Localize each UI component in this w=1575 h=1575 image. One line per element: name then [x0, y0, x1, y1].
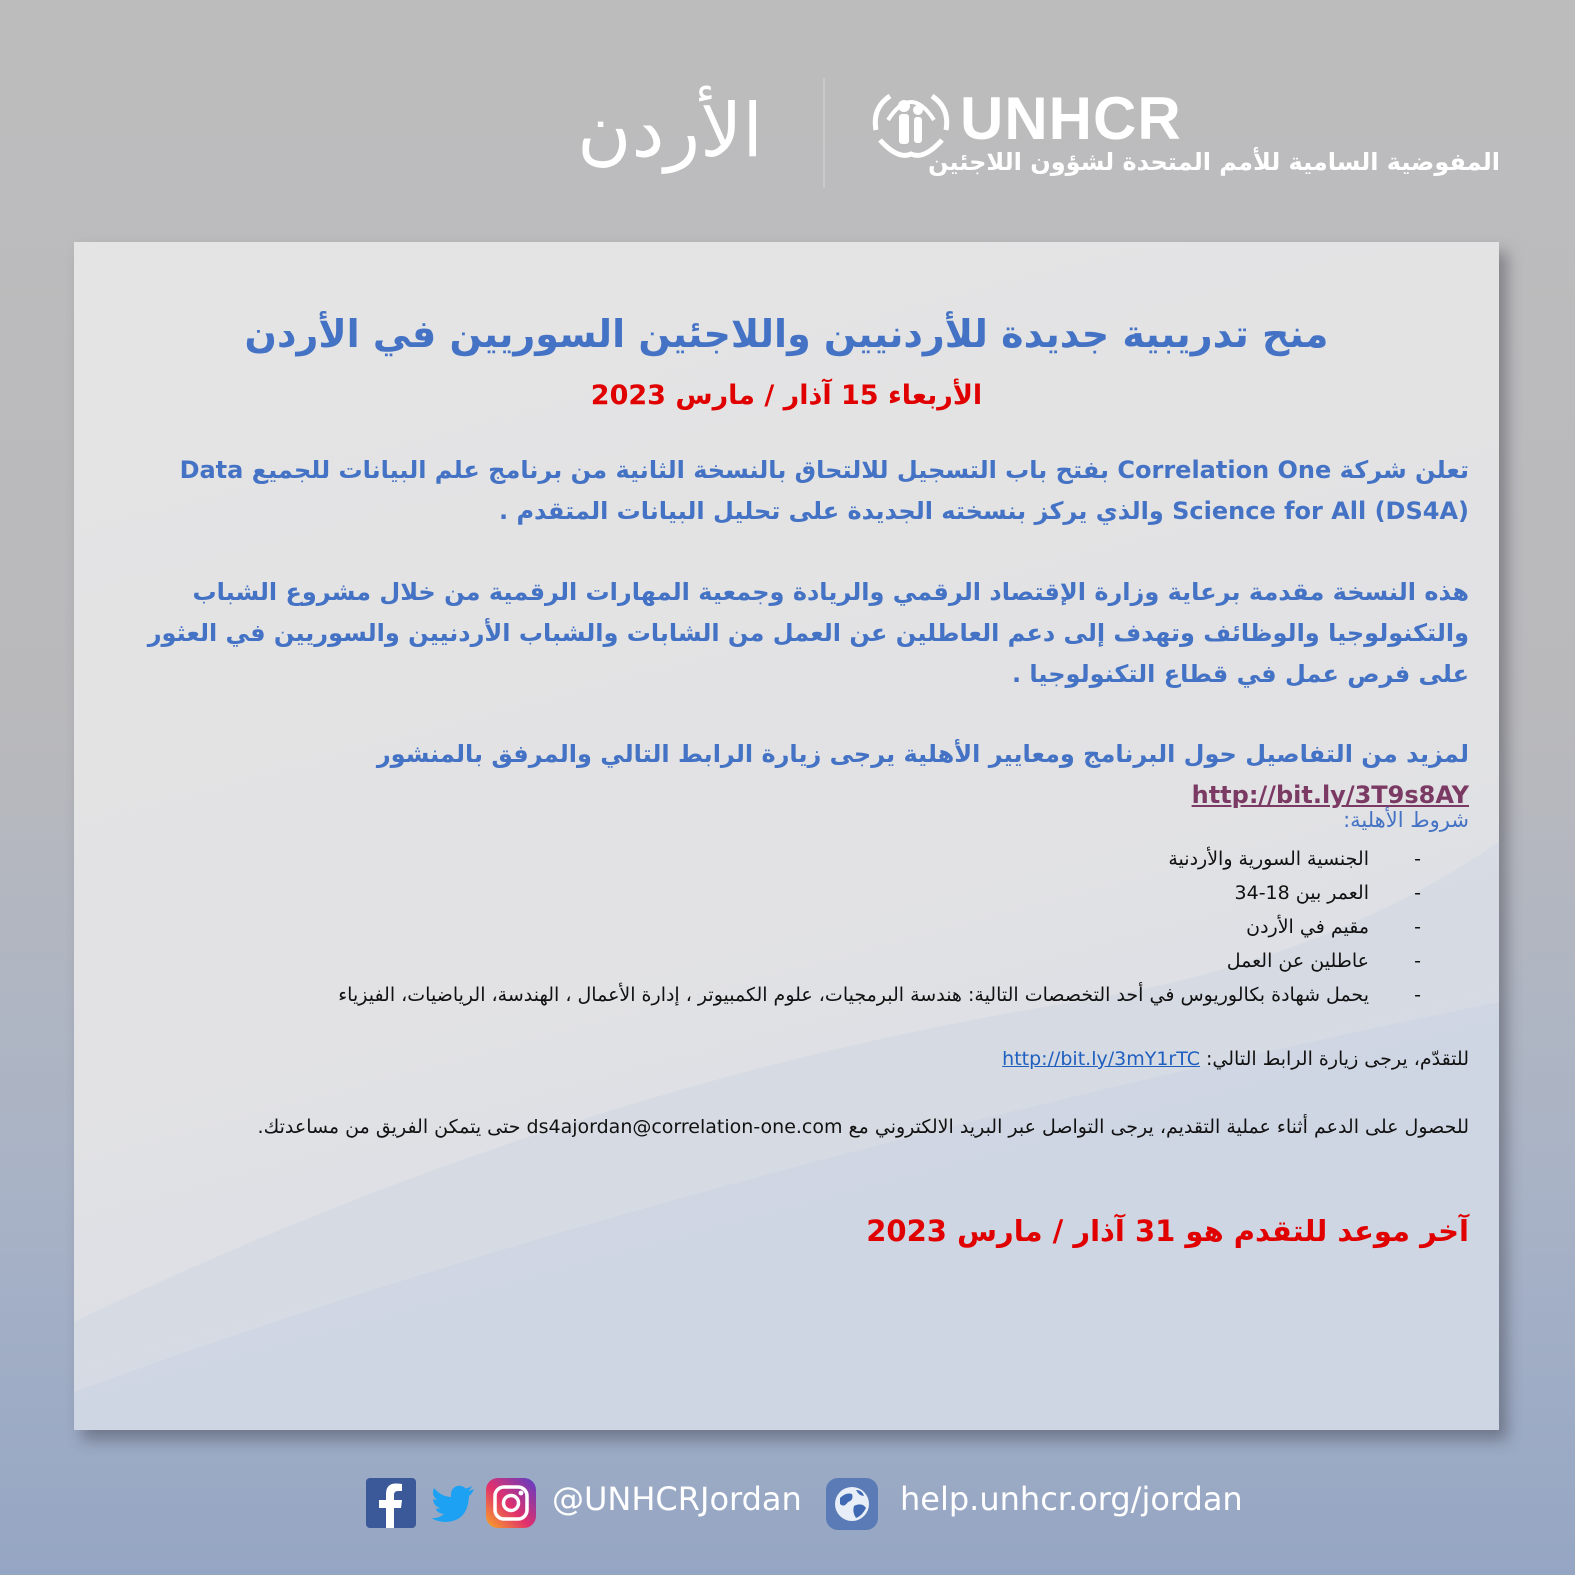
- list-item: [139, 876, 1469, 910]
- list-item: [139, 910, 1469, 944]
- unhcr-wordmark: UNHCR: [960, 85, 1182, 152]
- eligibility-item: مقيم في الأردن: [1246, 916, 1369, 938]
- apply-text: للتقدّم، يرجى زيارة الرابط التالي:: [1206, 1048, 1469, 1070]
- details-text: لمزيد من التفاصيل حول البرنامج ومعايير الأهلية يرجى زيارة الرابط التالي والمرفق بالمنشور: [376, 740, 1469, 768]
- deadline-text: آخر موعد للتقدم هو 31 آذار / مارس 2023: [866, 1214, 1469, 1248]
- list-dash: -: [1414, 882, 1421, 904]
- unhcr-arabic-name: المفوضية السامية للأمم المتحدة لشؤون اللاجئين: [927, 148, 1500, 176]
- footer: [0, 1470, 1575, 1540]
- announcement-date: الأربعاء 15 آذار / مارس 2023: [590, 380, 983, 411]
- details-paragraph: [149, 734, 1469, 816]
- list-dash: -: [1414, 950, 1421, 972]
- twitter-icon[interactable]: [428, 1478, 478, 1528]
- apply-link[interactable]: http://bit.ly/3mY1rTC: [1002, 1048, 1200, 1070]
- intro-paragraph: تعلن شركة Correlation One بفتح باب التسجيل للالتحاق بالنسخة الثانية من برنامج علم البيانات للجميع Data Science for All (DS4A) والذي يركز بنسخته الجديدة على تحليل البيانات المتقدم .: [179, 456, 1469, 525]
- details-link[interactable]: http://bit.ly/3T9s8AY: [1191, 781, 1469, 809]
- page-title: منح تدريبية جديدة للأردنيين واللاجئين السوريين في الأردن: [244, 312, 1329, 356]
- apply-line: [1002, 1042, 1469, 1076]
- eligibility-item: العمر بين 18-34: [1234, 882, 1369, 904]
- eligibility-item: الجنسية السورية والأردنية: [1168, 848, 1369, 870]
- list-item: [139, 978, 1469, 1012]
- eligibility-item: عاطلين عن العمل: [1226, 950, 1369, 972]
- list-dash: -: [1414, 916, 1421, 938]
- facebook-icon[interactable]: [366, 1478, 416, 1528]
- support-text-end: حتى يتمكن الفريق من مساعدتك.: [257, 1116, 521, 1138]
- eligibility-item: يحمل شهادة بكالوريوس في أحد التخصصات التالية: هندسة البرمجيات، علوم الكمبيوتر ، إدارة الأعمال ، الهندسة، الرياضيات، الفيزياء: [338, 984, 1369, 1006]
- website-link[interactable]: help.unhcr.org/jordan: [900, 1480, 1243, 1518]
- eligibility-list: [139, 842, 1469, 1012]
- header: [0, 0, 1575, 240]
- announcement-content: [74, 242, 1499, 1430]
- instagram-icon[interactable]: [486, 1478, 536, 1528]
- support-paragraph: [169, 1110, 1469, 1144]
- social-handle[interactable]: @UNHCRJordan: [552, 1480, 802, 1518]
- country-title: الأردن: [577, 88, 763, 174]
- globe-icon[interactable]: [826, 1478, 878, 1530]
- announcement-card: [74, 242, 1499, 1430]
- list-item: [139, 842, 1469, 876]
- header-divider: [823, 78, 825, 188]
- support-email: ds4ajordan@correlation-one.com: [526, 1116, 843, 1138]
- support-text: للحصول على الدعم أثناء عملية التقديم، يرجى التواصل عبر البريد الالكتروني مع: [848, 1116, 1469, 1138]
- eligibility-title: شروط الأهلية:: [1343, 808, 1469, 832]
- list-dash: -: [1414, 984, 1421, 1006]
- list-dash: -: [1414, 848, 1421, 870]
- sponsor-paragraph: هذه النسخة مقدمة برعاية وزارة الإقتصاد الرقمي والريادة وجمعية المهارات الرقمية من خلال مشروع الشباب والتكنولوجيا والوظائف وتهدف إلى دعم العاطلين عن العمل من الشابات والشباب الأردنيين والسوريين في العثور على فرص عمل في قطاع التكنولوجيا .: [147, 578, 1469, 688]
- list-item: [139, 944, 1469, 978]
